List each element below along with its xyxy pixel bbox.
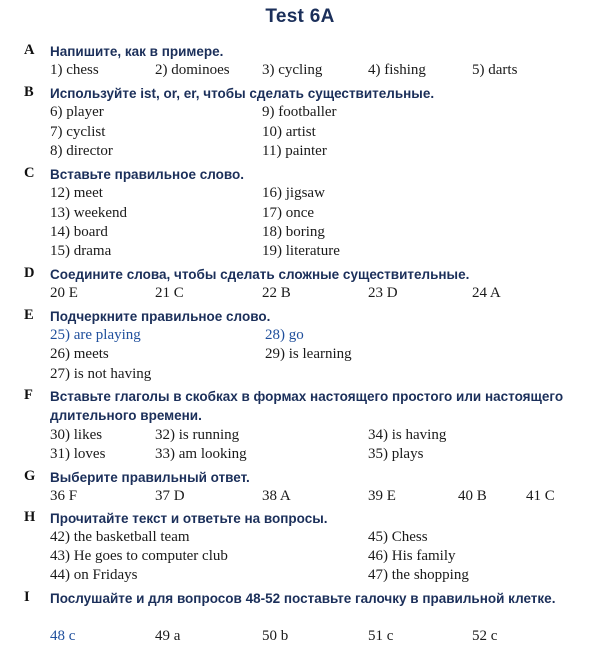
- answer-item: 13) weekend: [50, 205, 128, 221]
- section-c-letter: C: [24, 165, 35, 181]
- answer-item: 7) cyclist: [50, 124, 106, 140]
- answer-item: 52 c: [472, 628, 498, 644]
- answer-item: 41 C: [526, 488, 555, 504]
- answer-item: 17) once: [262, 205, 315, 221]
- answer-item: 26) meets: [50, 346, 109, 362]
- answer-item: 15) drama: [50, 243, 112, 259]
- answer-item: 25) are playing: [50, 327, 141, 343]
- section-b-instruction: Используйте ist, or, er, чтобы сделать существительные.: [50, 86, 435, 101]
- answer-item: 1) chess: [50, 62, 99, 78]
- answer-item: 24 A: [472, 285, 501, 301]
- answer-item: 8) director: [50, 143, 113, 159]
- answer-item: 43) He goes to computer club: [50, 548, 228, 564]
- section-a-instruction: Напишите, как в примере.: [50, 44, 224, 59]
- answer-item: 22 B: [262, 285, 291, 301]
- answer-item: 50 b: [262, 628, 289, 644]
- section-c-instruction: Вставьте правильное слово.: [50, 167, 244, 182]
- answer-item: 37 D: [155, 488, 185, 504]
- answer-item: 14) board: [50, 224, 108, 240]
- answer-item: 12) meet: [50, 185, 103, 201]
- answer-item: 21 C: [155, 285, 184, 301]
- section-f-instruction: Вставьте глаголы в скобках в формах настоящего простого или настоящего длительного времени.: [50, 389, 564, 423]
- section-i-instruction: Послушайте и для вопросов 48-52 поставьте галочку в правильной клетке.: [50, 591, 556, 606]
- section-f-letter: F: [24, 387, 33, 403]
- answer-item: 16) jigsaw: [262, 185, 325, 201]
- answer-item: 40 B: [458, 488, 487, 504]
- answer-item: 44) on Fridays: [50, 567, 138, 583]
- section-e-instruction: Подчеркните правильное слово.: [50, 309, 271, 324]
- answer-item: 47) the shopping: [368, 567, 469, 583]
- section-b-letter: B: [24, 84, 34, 100]
- answer-item: 6) player: [50, 104, 104, 120]
- answer-item: 2) dominoes: [155, 62, 230, 78]
- section-a-letter: A: [24, 42, 35, 58]
- answer-item: 33) am looking: [155, 446, 247, 462]
- answer-item: 49 a: [155, 628, 181, 644]
- test-title: Test 6A: [265, 6, 335, 27]
- answer-item: 30) likes: [50, 427, 103, 443]
- answer-item: 20 E: [50, 285, 78, 301]
- answer-item: 10) artist: [262, 124, 316, 140]
- answer-item: 9) footballer: [262, 104, 337, 120]
- answer-item: 4) fishing: [368, 62, 426, 78]
- answer-item: 34) is having: [368, 427, 447, 443]
- answer-item: 19) literature: [262, 243, 340, 259]
- answer-item: 48 c: [50, 628, 76, 644]
- answer-item: 51 c: [368, 628, 394, 644]
- section-g-letter: G: [24, 468, 36, 484]
- answer-item: 42) the basketball team: [50, 529, 190, 545]
- answer-item: 23 D: [368, 285, 398, 301]
- answer-item: 45) Chess: [368, 529, 428, 545]
- section-e-letter: E: [24, 307, 34, 323]
- section-h-letter: H: [24, 509, 36, 525]
- answer-item: 39 E: [368, 488, 396, 504]
- answer-item: 31) loves: [50, 446, 106, 462]
- answer-item: 18) boring: [262, 224, 325, 240]
- answer-item: 32) is running: [155, 427, 240, 443]
- answer-item: 11) painter: [262, 143, 327, 159]
- answer-item: 27) is not having: [50, 366, 152, 382]
- section-d-letter: D: [24, 265, 35, 281]
- answer-item: 3) cycling: [262, 62, 323, 78]
- section-i-letter: I: [24, 589, 30, 605]
- answer-item: 28) go: [265, 327, 304, 343]
- section-g-instruction: Выберите правильный ответ.: [50, 470, 250, 485]
- answer-item: 36 F: [50, 488, 78, 504]
- answer-item: 29) is learning: [265, 346, 352, 362]
- section-d-instruction: Соедините слова, чтобы сделать сложные существительные.: [50, 267, 470, 282]
- answer-item: 38 A: [262, 488, 291, 504]
- section-h-instruction: Прочитайте текст и ответьте на вопросы.: [50, 511, 328, 526]
- answer-item: 5) darts: [472, 62, 518, 78]
- answer-item: 46) His family: [368, 548, 456, 564]
- answer-item: 35) plays: [368, 446, 424, 462]
